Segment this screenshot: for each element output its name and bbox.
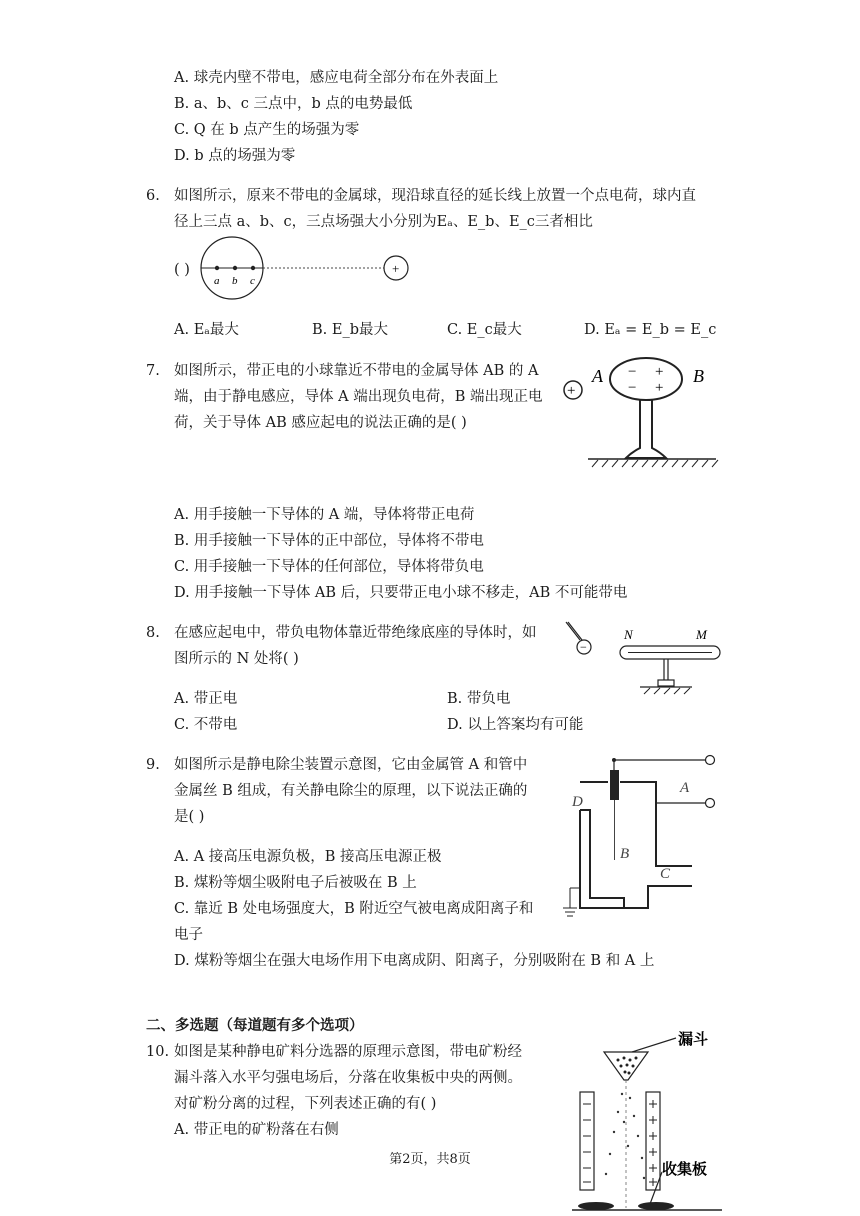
q9-stem-line3: 是( ) xyxy=(174,809,205,825)
q8-number: 8. xyxy=(146,625,160,641)
point-a xyxy=(215,266,219,270)
terminal-top xyxy=(706,756,715,765)
negative-signs xyxy=(583,1104,591,1182)
q7-figure xyxy=(556,352,722,470)
q6-figure xyxy=(196,236,416,302)
pos-charge-top: + xyxy=(655,364,664,380)
tube-top-right xyxy=(590,782,692,866)
q6-option-b: B. E_b最大 xyxy=(312,322,388,338)
tube-bottom xyxy=(624,866,692,908)
q8-option-d: D. 以上答案均有可能 xyxy=(447,717,584,733)
label-c: C xyxy=(660,866,671,882)
q9-stem-line2: 金属丝 B 组成，有关静电除尘的原理，以下说法正确的 xyxy=(174,783,528,799)
section-title-multiple-choice: 二、多选题（每道题有多个选项） xyxy=(146,1017,364,1034)
negative-sign: − xyxy=(580,640,587,654)
q7-option-b: B. 用手接触一下导体的正中部位，导体将不带电 xyxy=(174,533,484,549)
insulating-stand xyxy=(626,400,666,458)
label-collector-plate: 收集板 xyxy=(662,1162,708,1178)
negative-plate xyxy=(580,1092,594,1190)
q6-option-c: C. E_c最大 xyxy=(447,322,522,338)
q9-number: 9. xyxy=(146,757,160,773)
q8-option-b: B. 带负电 xyxy=(447,691,511,707)
q10-number: 10. xyxy=(146,1044,170,1060)
q9-stem-line1: 如图所示是静电除尘装置示意图，它由金属管 A 和管中 xyxy=(174,757,528,773)
conductor-ab xyxy=(610,358,682,400)
q5-option-b: B. a、b、c 三点中，b 点的电势最低 xyxy=(174,96,413,112)
q6-stem-line2: 径上三点 a、b、c，三点场强大小分别为Eₐ、E_b、E_c三者相比 xyxy=(174,214,593,230)
q10-figure xyxy=(566,1022,726,1216)
tube-left xyxy=(580,810,624,908)
q6-paren: ( ) xyxy=(174,262,190,278)
q8-stem-line2: 图所示的 N 处将( ) xyxy=(174,651,299,667)
q8-option-c: C. 不带电 xyxy=(174,717,238,733)
q9-option-d: D. 煤粉等烟尘在强大电场作用下电离成阴、阳离子，分别吸附在 B 和 A 上 xyxy=(174,953,655,969)
q10-stem-line3: 对矿粉分离的过程，下列表述正确的有( ) xyxy=(174,1096,437,1112)
q7-stem-line1: 如图所示，带正电的小球靠近不带电的金属导体 AB 的 A xyxy=(174,363,539,379)
q8-stem-line1: 在感应起电中，带负电物体靠近带绝缘底座的导体时，如 xyxy=(174,625,537,641)
label-a: a xyxy=(214,275,220,287)
rod-handle xyxy=(566,622,580,640)
q5-option-a: A. 球壳内壁不带电，感应电荷全部分布在外表面上 xyxy=(174,70,499,86)
wire-b-insulator xyxy=(610,770,619,800)
q6-stem-line1: 如图所示，原来不带电的金属球，现沿球直径的延长线上放置一个点电荷，球内直 xyxy=(174,188,696,204)
q5-option-d: D. b 点的场强为零 xyxy=(174,148,296,164)
point-c xyxy=(251,266,255,270)
positive-signs xyxy=(649,1100,657,1186)
q8-figure xyxy=(558,618,724,702)
q9-option-c: C. 靠近 B 处电场强度大，B 附近空气被电离成阳离子和 xyxy=(174,901,534,917)
q7-stem-line2: 端，由于静电感应，导体 A 端出现负电荷，B 端出现正电 xyxy=(174,389,543,405)
q9-option-c-cont: 电子 xyxy=(174,927,203,943)
q10-stem-line1: 如图是某种静电矿料分选器的原理示意图，带电矿粉经 xyxy=(174,1044,522,1060)
q5-option-c: C. Q 在 b 点产生的场强为零 xyxy=(174,122,360,138)
q7-option-c: C. 用手接触一下导体的任何部位，导体将带负电 xyxy=(174,559,484,575)
point-charge-sign: + xyxy=(392,261,400,276)
label-d: D xyxy=(572,794,583,810)
page-footer: 第2页，共8页 xyxy=(389,1152,471,1167)
label-c: c xyxy=(250,275,255,287)
q6-option-d: D. Eₐ = E_b = E_c xyxy=(584,322,717,338)
q6-number: 6. xyxy=(146,188,160,204)
neg-charge-top: − xyxy=(628,364,637,380)
q7-option-d: D. 用手接触一下导体 AB 后，只要带正电小球不移走，AB 不可能带电 xyxy=(174,585,628,601)
q7-stem-line3: 荷，关于导体 AB 感应起电的说法正确的是( ) xyxy=(174,415,467,431)
label-end-a: A xyxy=(592,366,603,386)
q10-option-a: A. 带正电的矿粉落在右侧 xyxy=(174,1122,339,1138)
q7-option-a: A. 用手接触一下导体的 A 端，导体将带正电荷 xyxy=(174,507,475,523)
charged-ball-sign: + xyxy=(567,383,576,399)
label-n: N xyxy=(624,627,633,642)
pos-charge-bottom: + xyxy=(655,380,664,396)
label-m: M xyxy=(696,627,707,642)
point-b xyxy=(233,266,237,270)
q7-number: 7. xyxy=(146,363,160,379)
q6-option-a: A. Eₐ最大 xyxy=(174,322,239,338)
label-a: A xyxy=(680,780,690,796)
q9-option-a: A. A 接高压电源负极，B 接高压电源正极 xyxy=(174,849,442,865)
label-b: B xyxy=(620,846,630,862)
neg-charge-bottom: − xyxy=(628,380,637,396)
ground-hatch xyxy=(592,460,718,467)
label-b: b xyxy=(232,275,238,287)
label-end-b: B xyxy=(693,366,704,386)
terminal-a xyxy=(706,799,715,808)
q8-option-a: A. 带正电 xyxy=(174,691,238,707)
label-funnel: 漏斗 xyxy=(678,1032,709,1048)
q9-figure xyxy=(560,748,724,924)
q10-stem-line2: 漏斗落入水平匀强电场后，分落在收集板中央的两侧。 xyxy=(174,1070,522,1086)
q9-option-b: B. 煤粉等烟尘吸附电子后被吸在 B 上 xyxy=(174,875,417,891)
